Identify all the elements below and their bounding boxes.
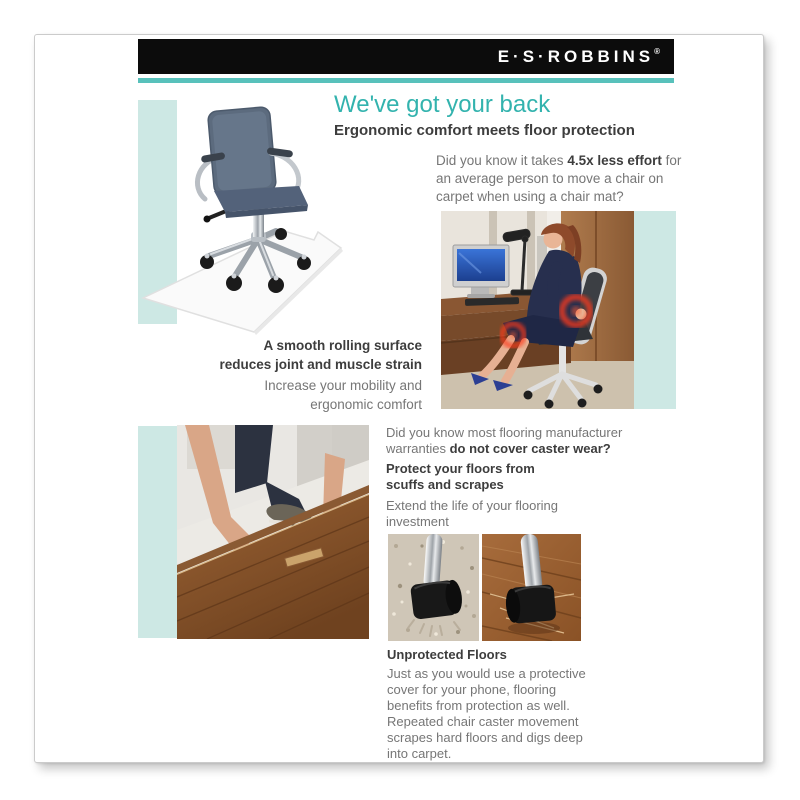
subheadline: Ergonomic comfort meets floor protection (334, 122, 635, 139)
unprotected-floors-heading: Unprotected Floors (387, 647, 507, 662)
teal-accent-rule (138, 78, 674, 83)
benefit-mobility: Increase your mobility and ergonomic comfort (264, 378, 422, 412)
mint-accent-right (634, 211, 676, 409)
extend-life-text: Extend the life of your flooring investment (386, 498, 558, 529)
registered-mark-icon: ® (654, 46, 660, 56)
caster-carpet-photo (388, 534, 479, 641)
caster-wheel (410, 579, 464, 620)
flooring-install-photo (177, 425, 369, 639)
product-info-card (34, 34, 764, 763)
unprotected-floors-body: Just as you would use a protective cover for your phone, flooring benefits from protection as well. Repeated chair caster movement scrapes hard floors and digs deep into carpet. (387, 666, 586, 761)
headline: We've got your back (334, 91, 551, 118)
caster-wheel (505, 584, 557, 624)
protect-floors-heading: Protect your floors from scuffs and scrapes (386, 461, 535, 492)
brand-logo-text: E·S·ROBBINS (497, 46, 655, 66)
mint-accent-left-bottom (138, 426, 177, 638)
fact-warranty: Did you know most flooring manufacturer warranties do not cover caster wear? (386, 425, 623, 456)
caster-hardwood-photo (482, 534, 581, 641)
brand-header-bar (138, 39, 674, 74)
benefit-smooth-rolling: A smooth rolling surface reduces joint and muscle strain (219, 338, 422, 372)
brand-logo (498, 47, 660, 67)
fact-chair-mat-effort: Did you know it takes 4.5x less effort for an average person to move a chair on carpet when using a chair mat? (436, 153, 682, 204)
woman-back-pain-photo (441, 211, 634, 409)
